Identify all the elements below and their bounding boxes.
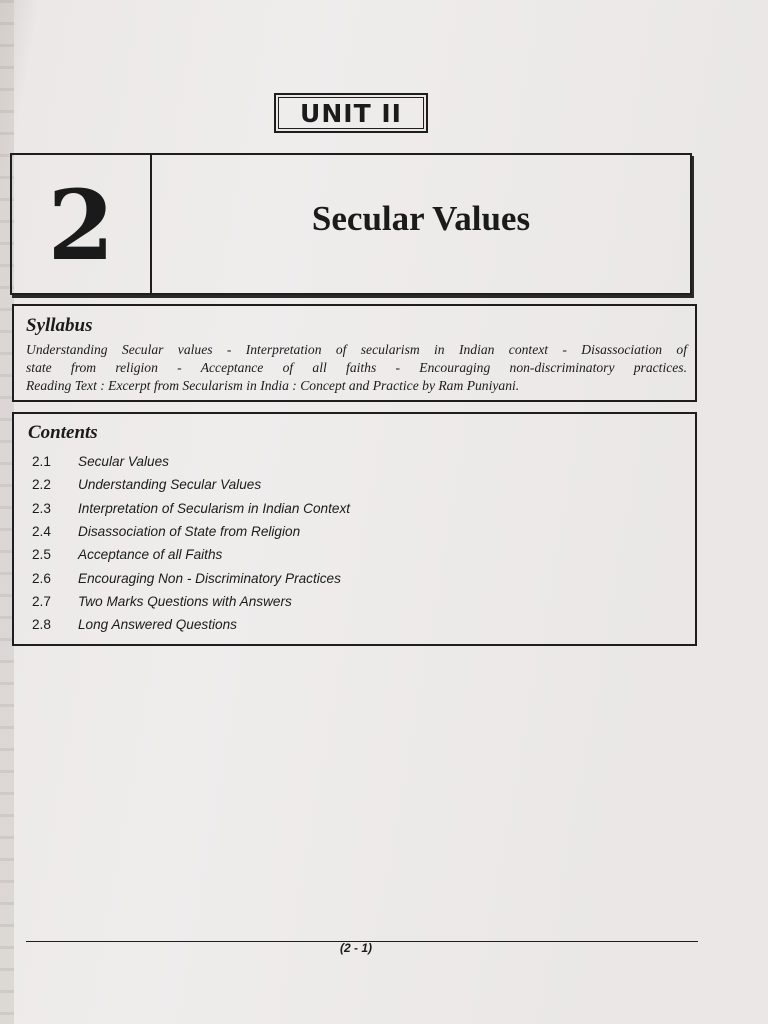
unit-label-box [274,93,428,133]
contents-item-title: Understanding Secular Values [78,477,262,493]
chapter-number-cell [12,155,152,293]
contents-item-title: Interpretation of Secularism in Indian Context [78,500,351,516]
syllabus-line: state from religion - Acceptance of all faiths - Encouraging non-discriminatory practices. [26,360,687,375]
syllabus-line: Reading Text : Excerpt from Secularism in India : Concept and Practice by Ram Puniyani. [26,378,520,393]
contents-item [28,497,687,520]
contents-item-number: 2.7 [32,593,51,609]
contents-item-number: 2.8 [32,617,51,633]
chapter-header [10,153,692,295]
contents-item-title: Acceptance of all Faiths [78,547,223,563]
contents-item [28,473,687,496]
contents-list [28,450,687,636]
chapter-title: Secular Values [311,199,531,238]
chapter-title-cell [152,155,690,293]
syllabus-line: Understanding Secular values - Interpretation of secularism in Indian context - Disassociation of [26,342,687,357]
contents-item-number: 2.6 [32,570,51,586]
page-number: (2 - 1) [340,941,373,955]
contents-item-number: 2.2 [32,477,51,493]
syllabus-heading: Syllabus [26,315,93,336]
contents-item-title: Secular Values [78,454,169,470]
contents-item [28,520,687,543]
contents-item [28,590,687,613]
contents-item [28,543,687,566]
contents-item-title: Disassociation of State from Religion [78,524,301,540]
contents-item-number: 2.5 [32,547,51,563]
contents-item-title: Two Marks Questions with Answers [78,593,292,609]
contents-item [28,566,687,589]
contents-item-number: 2.4 [32,524,51,540]
contents-item [28,613,687,636]
unit-label: UNIT II [300,98,402,128]
contents-box [12,412,697,646]
contents-item-number: 2.3 [32,500,51,516]
syllabus-box [12,304,697,402]
chapter-number: 2 [47,169,115,282]
contents-item [28,450,687,473]
contents-heading: Contents [28,422,98,443]
contents-item-title: Encouraging Non - Discriminatory Practices [78,570,341,586]
contents-item-title: Long Answered Questions [78,617,237,633]
contents-item-number: 2.1 [32,454,51,470]
